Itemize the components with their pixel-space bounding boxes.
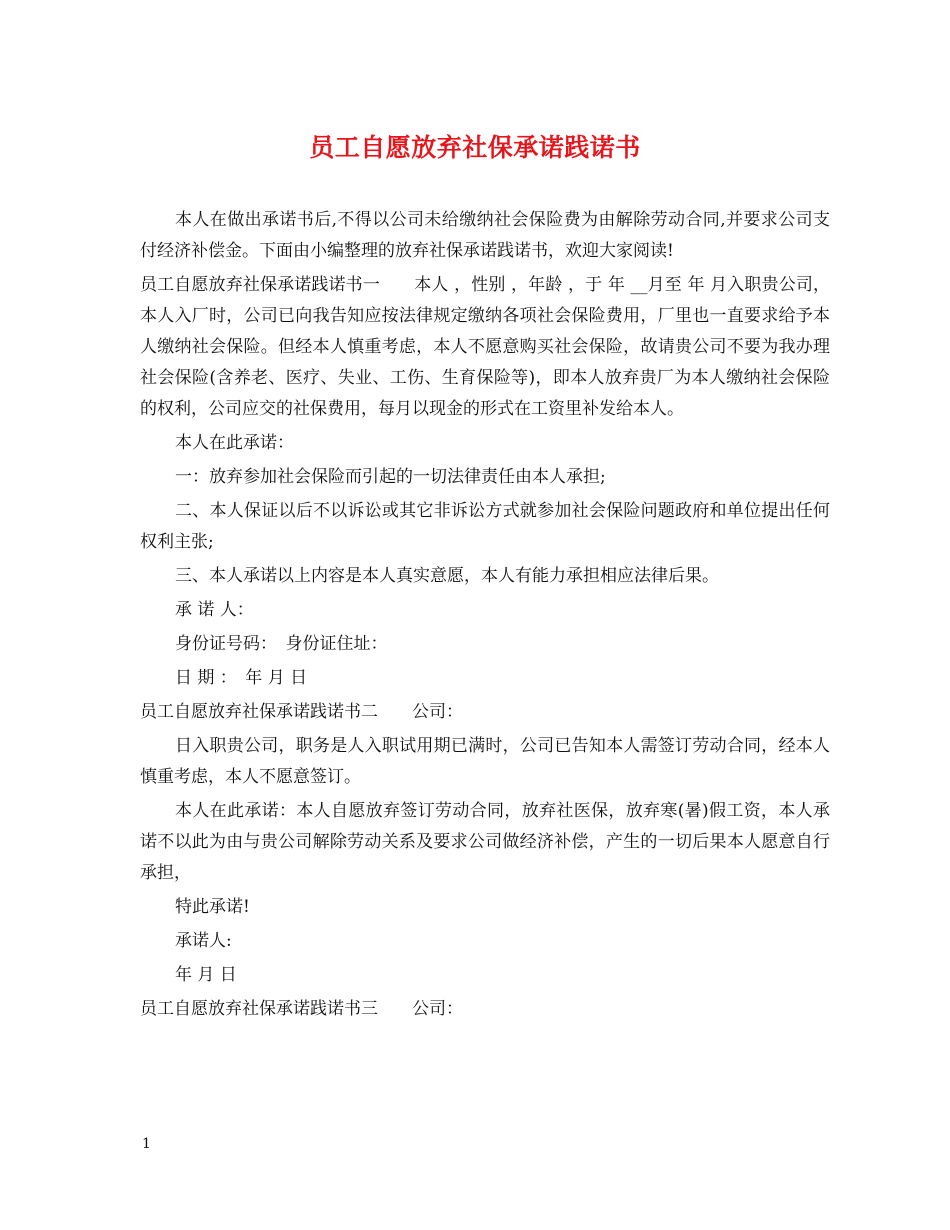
document-title: 员工自愿放弃社保承诺践诺书 bbox=[309, 133, 641, 162]
promise-item-2: 二、本人保证以后不以诉讼或其它非诉讼方式就参加社会保险问题政府和单位提出任何权利主张; bbox=[140, 501, 830, 552]
closing-statement: 特此承诺! bbox=[175, 897, 250, 917]
id-fields: 身份证号码： 身份证住址： bbox=[175, 634, 388, 654]
letter-two-heading: 员工自愿放弃社保承诺践诺书二 公司： bbox=[140, 702, 463, 722]
letter-two-paragraph-1: 日入职贵公司，职务是人入职试用期已满时，公司已告知本人需签订劳动合同，经本人慎重考虑，本人不愿意签订。 bbox=[140, 736, 830, 787]
promise-item-3: 三、本人承诺以上内容是本人真实意愿，本人有能力承担相应法律后果。 bbox=[175, 566, 719, 586]
signer-line: 承诺人: bbox=[175, 931, 232, 951]
signer-label: 承 诺 人： bbox=[175, 600, 254, 620]
page-number: 1 bbox=[142, 1136, 151, 1152]
promise-heading: 本人在此承诺： bbox=[175, 433, 294, 453]
letter-three-heading: 员工自愿放弃社保承诺践诺书三 公司： bbox=[140, 999, 463, 1019]
document-body bbox=[140, 205, 830, 1028]
letter-two-paragraph-2: 本人在此承诺：本人自愿放弃签订劳动合同，放弃社医保，放弃寒(暑)假工资，本人承诺不以此为由与贵公司解除劳动关系及要求公司做经济补偿，产生的一切后果本人愿意自行承担， bbox=[140, 801, 830, 883]
letter-one-heading-paragraph: 员工自愿放弃社保承诺践诺书一 本人 ，性别 ，年龄 ，于 年 __月至 年 月入职贵公司，本人入厂时，公司已向我告知应按法律规定缴纳各项社会保险费用，厂里也一直要求给予本人缴纳社会保险。但经本人慎重考虑，本人不愿意购买社会保险，故请贵公司不要为我办理社会保险(含养老、医疗、失业、工伤、生育保险等)，即本人放弃贵厂为本人缴纳社会保险的权利，公司应交的社保费用，每月以现金的形式在工资里补发给本人。 bbox=[140, 275, 830, 419]
intro-paragraph: 本人在做出承诺书后,不得以公司未给缴纳社会保险费为由解除劳动合同,并要求公司支付经济补偿金。下面由小编整理的放弃社保承诺践诺书，欢迎大家阅读! bbox=[140, 210, 830, 261]
promise-item-1: 一：放弃参加社会保险而引起的一切法律责任由本人承担; bbox=[175, 467, 606, 487]
date-line: 年 月 日 bbox=[175, 965, 237, 985]
date-field: 日 期 ： 年 月 日 bbox=[175, 668, 308, 688]
